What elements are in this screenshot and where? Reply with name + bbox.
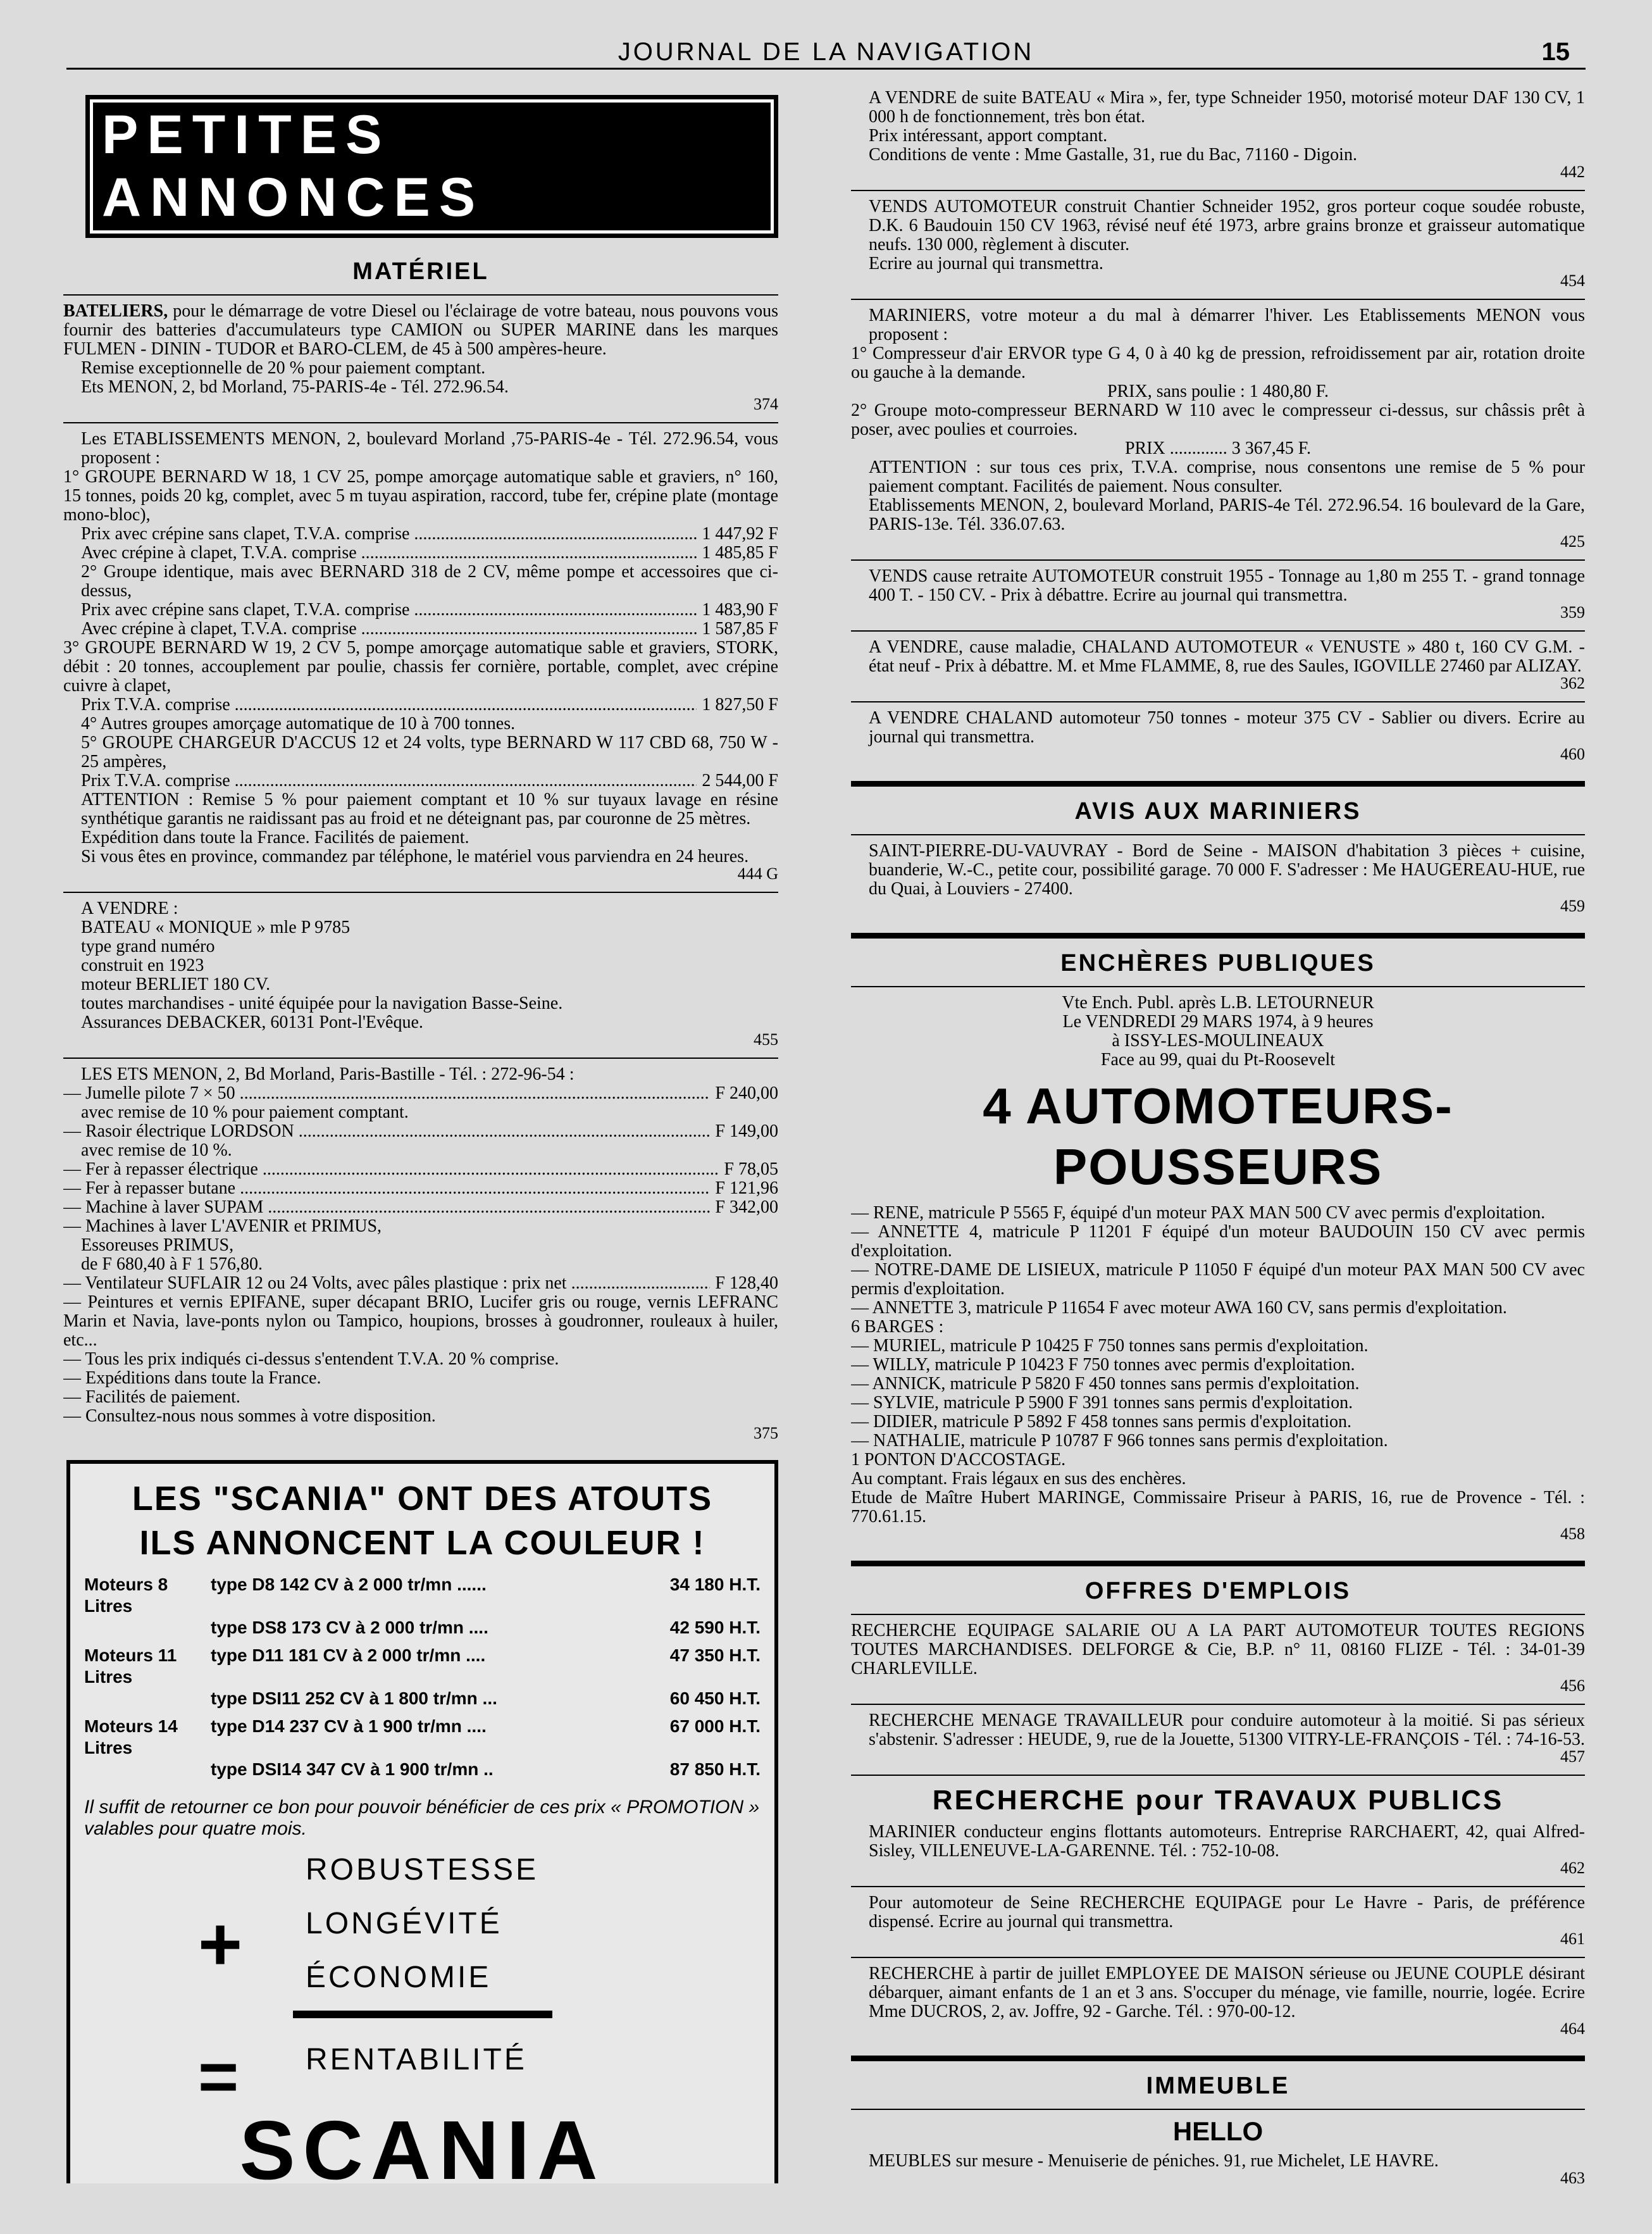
ad-marinier: MARINIER conducteur engins flottants automoteurs. Entreprise RARCHAERT, 42, quai Alfred-Sisley, VILLENEUVE-LA-GARENNE. Tél. : 752-10-08.: [869, 1822, 1585, 1861]
ad-compresseur-2: 2° Groupe moto-compresseur BERNARD W 110 avec le compresseur ci-dessus, sur châssis prêt à poser, avec poulies et courroies.: [851, 401, 1585, 439]
price-line: Prix T.V.A. comprise ..... 1 827,50 F: [63, 696, 778, 715]
list-item: — NATHALIE, matricule P 10787 F 966 tonnes sans permis d'exploitation.: [851, 1431, 1388, 1451]
ad-meubles: MEUBLES sur mesure - Menuiserie de péniches. 91, rue Michelet, LE HAVRE.: [869, 2151, 1439, 2171]
ad-menon-groupe2: 2° Groupe identique, mais avec BERNARD 318 de 2 CV, même pompe et accessoires que ci-dessus,: [81, 562, 778, 601]
hello-heading: HELLO: [1172, 2116, 1264, 2146]
ad-ref: 461: [1560, 1930, 1585, 1948]
divider: [851, 1704, 1585, 1705]
price-line: — Rasoir électrique LORDSON ..... F 149,00: [63, 1122, 778, 1141]
quality-word: ÉCONOMIE: [306, 1961, 492, 1994]
price-line: Prix avec crépine sans clapet, T.V.A. comprise ..... 1 447,92 F: [63, 525, 778, 544]
ad-menon-groupe3: 3° GROUPE BERNARD W 19, 2 CV 5, pompe amorçage automatique sable et graviers, STORK, débit : 20 tonnes, accouplement par poulie, chassis fer cornière, portable, complet, avec crépine cuivre à clapet,: [63, 638, 778, 696]
ad-maison: SAINT-PIERRE-DU-VAUVRAY - Bord de Seine - MAISON d'habitation 3 pièces + cuisine, buanderie, W.-C., petite cour, possibilité garage. 70 000 F. S'adresser : Me HAUGEREAU-HUE, rue du Quai, à Louviers - 27400.: [869, 841, 1585, 899]
ad-bateau: A VENDRE :: [81, 899, 178, 918]
list-item: — Facilités de paiement.: [63, 1387, 240, 1407]
plus-sign-icon: +: [198, 1902, 243, 1987]
list-item: — WILLY, matricule P 10423 F 750 tonnes avec permis d'exploitation.: [851, 1355, 1355, 1375]
quality-word: ROBUSTESSE: [306, 1853, 539, 1887]
scania-headline-2: ILS ANNONCENT LA COULEUR !: [139, 1524, 705, 1562]
ad-ref: 459: [1560, 897, 1585, 915]
divider: [851, 1775, 1585, 1776]
table-row: type DS8 173 CV à 2 000 tr/mn .... 42 590 H.T.: [211, 1618, 761, 1637]
auction-info: à ISSY-LES-MOULINEAUX: [1112, 1031, 1324, 1051]
list-item: — NOTRE-DAME DE LISIEUX, matricule P 11050 F équipé d'un moteur PAX MAN 500 CV avec permis d'exploitation.: [851, 1260, 1585, 1299]
ad-venuste: A VENDRE, cause maladie, CHALAND AUTOMOTEUR « VENUSTE » 480 t, 160 CV G.M. - état neuf - Prix à débattre. M. et Mme FLAMME, 8, rue des Saules, IGOVILLE 27460 par ALIZAY.: [869, 637, 1585, 676]
ad-ref: 374: [754, 395, 778, 413]
list-item: — RENE, matricule P 5565 F, équipé d'un moteur PAX MAN 500 CV avec permis d'exploitation.: [851, 1203, 1546, 1223]
auction-info: Face au 99, quai du Pt-Roosevelt: [1100, 1050, 1336, 1070]
ad-menon-intro: Les ETABLISSEMENTS MENON, 2, boulevard Morland ,75-PARIS-4e - Tél. 272.96.54, vous proposent :: [81, 429, 778, 468]
divider: [63, 294, 778, 296]
auction-info: Le VENDREDI 29 MARS 1974, à 9 heures: [1062, 1012, 1374, 1032]
divider: [63, 422, 778, 423]
section-heading-emplois: OFFRES D'EMPLOIS: [1084, 1578, 1351, 1604]
list-item: — Machines à laver L'AVENIR et PRIMUS,: [63, 1216, 382, 1236]
page-number: 15: [1541, 38, 1570, 66]
section-heading-materiel: MATÉRIEL: [352, 258, 489, 285]
ad-batteries-address: Ets MENON, 2, bd Morland, 75-PARIS-4e - Tél. 272.96.54.: [81, 377, 509, 397]
left-column: [63, 89, 778, 2183]
list-item: 6 BARGES :: [851, 1317, 944, 1337]
ad-menon-groupe5: 5° GROUPE CHARGEUR D'ACCUS 12 et 24 volts, type BERNARD W 117 CBD 68, 750 W - 25 ampères,: [81, 733, 778, 771]
section-heading-immeuble: IMMEUBLE: [1146, 2073, 1290, 2099]
ad-ref: 454: [1560, 271, 1585, 290]
ad-mira-prix: Prix intéressant, apport comptant.: [869, 126, 1108, 146]
note: avec remise de 10 %.: [81, 1140, 232, 1160]
ad-ref: 457: [1560, 1747, 1585, 1766]
price-line: Prix avec crépine sans clapet, T.V.A. comprise ..... 1 483,90 F: [63, 601, 778, 620]
divider: [63, 892, 778, 893]
qualities-graphic: [84, 1852, 761, 2116]
scania-logo: SCANIA: [239, 2104, 606, 2183]
price-line: Prix T.V.A. comprise ..... 2 544,00 F: [63, 771, 778, 790]
ad-menon-province: Si vous êtes en province, commandez par téléphone, le matériel vous parviendra en 24 heures.: [81, 847, 749, 866]
price-line: Avec crépine à clapet, T.V.A. comprise ..... 1 587,85 F: [63, 620, 778, 639]
ad-le-havre: Pour automoteur de Seine RECHERCHE EQUIPAGE pour Le Havre - Paris, de préférence dispensé. Ecrire au journal qui transmettra.: [869, 1893, 1585, 1931]
ad-compresseurs-attention: ATTENTION : sur tous ces prix, T.V.A. comprise, nous consentons une remise de 5 % pour paiement comptant. Facilités de paiement. Nous consulter.: [869, 458, 1585, 496]
ad-menon-expedition: Expédition dans toute la France. Facilités de paiement.: [81, 828, 469, 847]
divider: [851, 1886, 1585, 1887]
divider: [851, 701, 1585, 702]
ad-ref: 444 G: [737, 864, 778, 883]
table-row: type DSI11 252 CV à 1 800 tr/mn ... 60 450 H.T.: [211, 1688, 761, 1708]
table-row: Moteurs 14 Litres type D14 237 CV à 1 900 tr/mn .... 67 000 H.T.: [84, 1716, 761, 1757]
price-line: — Ventilateur SUFLAIR 12 ou 24 Volts, avec pâles plastique : prix net ..... F 128,40: [63, 1274, 778, 1293]
divider: [63, 1058, 778, 1059]
list-item: Etude de Maître Hubert MARINGE, Commissaire Priseur à PARIS, 16, rue de Provence - Tél. : 770.61.15.: [851, 1488, 1585, 1526]
price-line: PRIX, sans poulie : 1 480,80 F.: [1107, 382, 1329, 401]
ad-employee: RECHERCHE à partir de juillet EMPLOYEE DE MAISON sérieuse ou JEUNE COUPLE désirant débarquer, aimant enfants de 1 an et 3 ans. S'occuper du ménage, vie famille, nourrie, logée. Ecrire Mme DUCROS, 2, av. Joffre, 92 - Garche. Tél. : 970-00-12.: [869, 1964, 1585, 2021]
section-heading-avis: AVIS AUX MARINIERS: [1074, 798, 1362, 825]
divider: [851, 1614, 1585, 1615]
divider: [851, 190, 1585, 191]
ad-ref: 375: [754, 1424, 778, 1442]
ad-mira-cond: Conditions de vente : Mme Gastalle, 31, rue du Bac, 71160 - Digoin.: [869, 145, 1357, 165]
quality-word: LONGÉVITÉ: [306, 1907, 502, 1940]
ad-batteries: BATELIERS, pour le démarrage de votre Diesel ou l'éclairage de votre bateau, nous pouvons vous fournir des batteries d'accumulateurs type CAMION ou SUPER MARINE dans les marques FULMEN - DININ - TUDOR et BARO-CLEM, de 45 à 500 ampères-heure.: [63, 301, 778, 359]
section-rule: [851, 933, 1585, 939]
ad-bateau-l1: BATEAU « MONIQUE » mle P 9785: [81, 918, 351, 937]
ad-bateau-l6: Assurances DEBACKER, 60131 Pont-l'Evêque.: [81, 1013, 423, 1032]
ad-ref: 463: [1560, 2169, 1585, 2183]
list-item: 1 PONTON D'ACCOSTAGE.: [851, 1450, 1066, 1470]
ad-automoteur: VENDS AUTOMOTEUR construit Chantier Schneider 1952, gros porteur coque soudée robuste, D.K. 6 Baudouin 150 CV 1963, révisé neuf été 1973, arbre grains bronze et graisseur automatique neufs. 130 000, règlement à discuter.: [869, 197, 1585, 254]
ad-menon-groupe1: 1° GROUPE BERNARD W 18, 1 CV 25, pompe amorçage automatique sable et graviers, n° 160, 15 tonnes, poids 20 kg, complet, avec 5 m tuyau aspiration, raccord, tube fer, crépine plate (montage mono-bloc),: [63, 467, 778, 525]
ad-retraite: VENDS cause retraite AUTOMOTEUR construit 1955 - Tonnage au 1,80 m 255 T. - grand tonnage 400 T. - 150 CV. - Prix à débattre. Ecrire au journal qui transmettra.: [869, 566, 1585, 605]
list-item: — Tous les prix indiqués ci-dessus s'entendent T.V.A. 20 % comprise.: [63, 1349, 559, 1369]
ad-compresseurs-intro: MARINIERS, votre moteur a du mal à démarrer l'hiver. Les Etablissements MENON vous proposent :: [869, 306, 1585, 344]
list-item: — Peintures et vernis EPIFANE, super décapant BRIO, Lucifer gris ou rouge, vernis LEFRANC Marin et Navia, lave-ponts nylon ou Tampico, houpions, brosses à goudronner, rouleaux à huiler, etc...: [63, 1292, 778, 1350]
list-item: — ANNETTE 4, matricule P 11201 F équipé d'un moteur BAUDOUIN 150 CV avec permis d'exploitation.: [851, 1222, 1585, 1261]
list-item: de F 680,40 à F 1 576,80.: [81, 1254, 263, 1274]
journal-title: JOURNAL DE LA NAVIGATION: [618, 38, 1034, 66]
divider: [851, 559, 1585, 561]
note: avec remise de 10 % pour paiement comptant.: [81, 1102, 409, 1122]
section-rule: [851, 781, 1585, 787]
ad-ref: 442: [1560, 163, 1585, 181]
section-rule: [851, 2056, 1585, 2061]
list-item: — MURIEL, matricule P 10425 F 750 tonnes sans permis d'exploitation.: [851, 1336, 1369, 1356]
list-item: Au comptant. Frais légaux en sus des enchères.: [851, 1469, 1186, 1488]
price-line: Avec crépine à clapet, T.V.A. comprise ..... 1 485,85 F: [63, 544, 778, 563]
scania-advert: [66, 1460, 778, 2183]
ad-menage: RECHERCHE MENAGE TRAVAILLEUR pour conduire automoteur à la moitié. Si pas sérieux s'abstenir. S'adresser : HEUDE, 9, rue de la Jouette, 51300 VITRY-LE-FRANÇOIS - Tél. : 74-16-53.: [869, 1711, 1585, 1749]
price-line: — Fer à repasser électrique ..... F 78,05: [63, 1160, 778, 1179]
scania-headline-1: LES "SCANIA" ONT DES ATOUTS: [132, 1480, 713, 1518]
ad-bateau-l4: moteur BERLIET 180 CV.: [81, 975, 271, 994]
divider: [851, 299, 1585, 300]
table-row: Moteurs 11 Litres type D11 181 CV à 2 000 tr/mn .... 47 350 H.T.: [84, 1645, 761, 1687]
section-banner: PETITES ANNONCES: [85, 95, 778, 238]
ad-ref: 464: [1560, 2019, 1585, 2038]
divider: [851, 986, 1585, 987]
ad-ref: 425: [1560, 532, 1585, 551]
price-line: — Jumelle pilote 7 × 50 ..... F 240,00: [63, 1084, 778, 1103]
ad-mira: A VENDRE de suite BATEAU « Mira », fer, type Schneider 1950, motorisé moteur DAF 130 CV, 1 000 h de fonctionnement, très bon état.: [869, 89, 1585, 127]
divider: [851, 1957, 1585, 1958]
engine-table: [84, 1574, 761, 1780]
ad-bateau-l5: toutes marchandises - unité équipée pour la navigation Basse-Seine.: [81, 994, 563, 1013]
list-item: — Consultez-nous nous sommes à votre disposition.: [63, 1406, 436, 1426]
ad-compresseurs-contact: Etablissements MENON, 2, boulevard Morland, PARIS-4e Tél. 272.96.54. 16 boulevard de la Gare, PARIS-13e. Tél. 336.07.63.: [869, 496, 1585, 534]
travaux-heading: RECHERCHE pour TRAVAUX PUBLICS: [932, 1785, 1504, 1816]
section-heading-encheres: ENCHÈRES PUBLIQUES: [1060, 950, 1376, 977]
auction-info: Vte Ench. Publ. après L.B. LETOURNEUR: [1062, 993, 1374, 1013]
table-row: Moteurs 8 Litres type D8 142 CV à 2 000 tr/mn ...... 34 180 H.T.: [84, 1575, 761, 1616]
price-line: — Machine à laver SUPAM ..... F 342,00: [63, 1198, 778, 1217]
promo-note: Il suffit de retourner ce bon pour pouvoir bénéficier de ces prix « PROMOTION » valables pour quatre mois.: [84, 1797, 760, 1839]
section-rule: [851, 1561, 1585, 1566]
table-row: type DSI14 347 CV à 1 900 tr/mn .. 87 850 H.T.: [211, 1759, 761, 1779]
ad-ref: 456: [1560, 1676, 1585, 1695]
price-line: PRIX ............. 3 367,45 F.: [1124, 439, 1312, 458]
list-item: — SYLVIE, matricule P 5900 F 391 tonnes sans permis d'exploitation.: [851, 1393, 1353, 1413]
ad-chaland: A VENDRE CHALAND automoteur 750 tonnes - moteur 375 CV - Sablier ou divers. Ecrire au journal qui transmettra.: [869, 708, 1585, 747]
equals-sign-icon: =: [198, 2038, 239, 2116]
ad-menon-attention: ATTENTION : Remise 5 % pour paiement comptant et 10 % sur tuyaux lavage en résine synthétique garantis ne raidissant pas au froid et ne déteignant pas, par couronne de 25 mètres.: [81, 790, 778, 828]
ad-batteries-remise: Remise exceptionnelle de 20 % pour paiement comptant.: [81, 358, 486, 378]
list-item: — ANNICK, matricule P 5820 F 450 tonnes sans permis d'exploitation.: [851, 1374, 1360, 1394]
divider: [851, 834, 1585, 835]
list-item: Essoreuses PRIMUS,: [81, 1235, 234, 1255]
quality-word: RENTABILITÉ: [306, 2043, 527, 2076]
ad-menon-bd: LES ETS MENON, 2, Bd Morland, Paris-Bastille - Tél. : 272-96-54 :: [81, 1064, 574, 1084]
ad-equipage: RECHERCHE EQUIPAGE SALARIE OU A LA PART AUTOMOTEUR TOUTES REGIONS TOUTES MARCHANDISES. DELFORGE & Cie, B.P. n° 11, 08160 FLIZE - Tél. : 34-01-39 CHARLEVILLE.: [851, 1621, 1585, 1678]
right-column: [851, 89, 1585, 2183]
ad-compresseur-1: 1° Compresseur d'air ERVOR type G 4, 0 à 40 kg de pression, refroidissement par air, rotation droite ou gauche à la demande.: [851, 344, 1585, 382]
ad-ref: 460: [1560, 745, 1585, 763]
ad-bateau-l2: type grand numéro: [81, 937, 215, 956]
list-item: — DIDIER, matricule P 5892 F 458 tonnes sans permis d'exploitation.: [851, 1412, 1352, 1432]
ad-ref: 359: [1560, 603, 1585, 621]
page-header: [66, 34, 1586, 70]
sum-bar: [293, 2011, 552, 2018]
ad-ref: 455: [754, 1030, 778, 1049]
ad-automoteur-contact: Ecrire au journal qui transmettra.: [869, 254, 1103, 273]
ad-ref: 458: [1560, 1525, 1585, 1543]
ad-ref: 362: [1560, 674, 1585, 692]
ad-bateau-l3: construit en 1923: [81, 956, 204, 975]
list-item: — ANNETTE 3, matricule P 11654 F avec moteur AWA 160 CV, sans permis d'exploitation.: [851, 1298, 1507, 1318]
ad-menon-groupe4: 4° Autres groupes amorçage automatique de 10 à 700 tonnes.: [81, 714, 516, 733]
ad-ref: 462: [1560, 1859, 1585, 1877]
divider: [851, 2109, 1585, 2110]
list-item: — Expéditions dans toute la France.: [63, 1368, 321, 1388]
auction-headline: 4 AUTOMOTEURS-POUSSEURS: [983, 1078, 1453, 1195]
divider: [851, 630, 1585, 632]
price-line: — Fer à repasser butane ..... F 121,96: [63, 1179, 778, 1198]
